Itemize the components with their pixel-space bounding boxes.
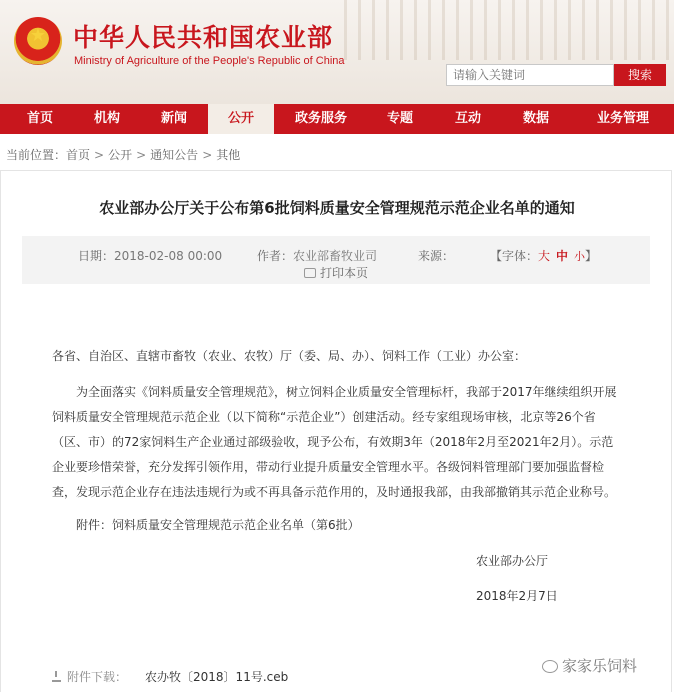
breadcrumb-label: 当前位置： (6, 148, 67, 162)
national-emblem-icon[interactable]: ★ (14, 17, 62, 65)
nav-item-gov-services[interactable]: 政务服务 (294, 111, 347, 126)
meta-date-label: 日期： (78, 249, 115, 263)
article-paragraph-line: 为全面落实《饲料质量安全管理规范》，树立饲料企业质量安全管理标杆，我部于2017年继续组织开展 (76, 385, 617, 399)
meta-author (257, 247, 377, 264)
nav-item-business[interactable]: 业务管理 (596, 111, 649, 126)
breadcrumb-home[interactable]: 首页 (66, 148, 91, 162)
article-paragraph-line: 查，发现示范企业存在违法违规行为或不再具备示范作用的，及时通报我部，由我部撤销其示范企业称号。 (52, 485, 617, 499)
header-background-decoration (344, 0, 674, 60)
download-file-link[interactable]: 农办牧〔2018〕11号.ceb (145, 670, 289, 684)
nav-item-data[interactable]: 数据 (522, 111, 549, 126)
print-page-label: 打印本页 (320, 266, 369, 280)
article-sign-date: 2018年2月7日 (476, 589, 558, 603)
search-button[interactable]: 搜索 (614, 64, 666, 86)
nav-item-institutions[interactable]: 机构 (93, 111, 120, 126)
breadcrumb-notices[interactable]: 通知公告 (150, 148, 199, 162)
meta-date (78, 247, 222, 264)
article-title: 农业部办公厅关于公布第6批饲料质量安全管理规范示范企业名单的通知 (99, 199, 575, 217)
nav-item-topics[interactable]: 专题 (386, 111, 413, 126)
watermark-text: 家家乐饲料 (562, 657, 638, 675)
meta-source-label: 来源： (418, 249, 455, 263)
site-header (0, 0, 674, 104)
search-input[interactable] (446, 64, 614, 86)
meta-author-label: 作者： (257, 249, 294, 263)
article-paragraph-line: 企业要珍惜荣誉，充分发挥引领作用，带动行业提升质量安全管理水平。各级饲料管理部门要加强监督检 (52, 460, 605, 474)
font-size-selector (490, 247, 597, 264)
breadcrumb-separator: > (202, 148, 213, 162)
attachment-download (52, 668, 288, 685)
printer-icon (304, 268, 316, 278)
nav-item-home[interactable]: 首页 (26, 111, 53, 126)
article-signature: 农业部办公厅 (476, 554, 549, 568)
breadcrumb-separator: > (136, 148, 147, 162)
breadcrumb-other[interactable]: 其他 (216, 148, 241, 162)
site-title-english: Ministry of Agriculture of the People's Republic of China (74, 55, 345, 67)
font-size-small[interactable]: 小 (574, 250, 586, 263)
breadcrumb-public[interactable]: 公开 (108, 148, 133, 162)
font-size-medium[interactable]: 中 (556, 249, 569, 263)
main-nav (0, 104, 674, 134)
meta-source (418, 247, 454, 264)
article-attachment-note: 附件：饲料质量安全管理规范示范企业名单（第6批） (76, 518, 360, 532)
font-size-label: 【字体： (490, 249, 539, 263)
breadcrumb (6, 146, 240, 163)
nav-item-news[interactable]: 新闻 (160, 111, 187, 126)
site-title[interactable]: 中华人民共和国农业部 (73, 23, 334, 52)
article-paragraph-line: （区、市）的72家饲料生产企业通过部级验收，现予公布，有效期3年（2018年2月至2021年2月）。示范 (52, 435, 614, 449)
wechat-watermark (542, 655, 637, 676)
download-icon (52, 671, 61, 682)
font-size-large[interactable]: 大 (538, 249, 551, 263)
font-size-close: 】 (585, 249, 598, 263)
breadcrumb-separator: > (94, 148, 105, 162)
article-salutation: 各省、自治区、直辖市畜牧（农业、农牧）厅（委、局、办）、饲料工作（工业）办公室： (52, 349, 527, 363)
download-label: 附件下载： (67, 670, 128, 684)
meta-author-value: 农业部畜牧业司 (293, 249, 378, 263)
nav-item-public[interactable]: 公开 (208, 104, 274, 134)
nav-item-interaction[interactable]: 互动 (454, 111, 481, 126)
article-paragraph-line: 饲料质量安全管理规范示范企业（以下简称“示范企业”）创建活动。经专家组现场审核，北京等26个省 (52, 410, 596, 424)
meta-date-value: 2018-02-08 00:00 (114, 249, 223, 263)
wechat-icon (542, 660, 558, 673)
print-page-link[interactable] (304, 264, 368, 281)
